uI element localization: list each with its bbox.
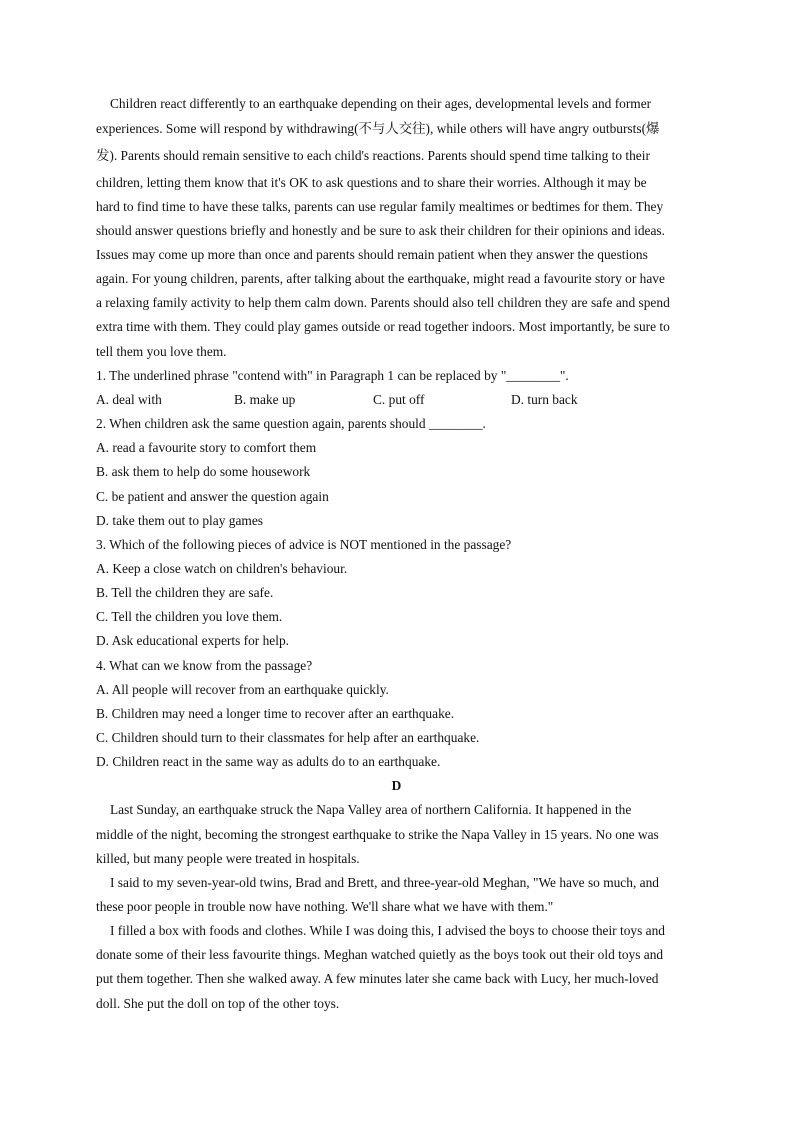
question-stem: 4. What can we know from the passage? (96, 658, 313, 673)
passage-line: I filled a box with foods and clothes. While I was doing this, I advised the boys to choose their toys and (110, 923, 665, 938)
option-b: B. Children may need a longer time to recover after an earthquake. (96, 706, 455, 721)
option-a: A. deal with (96, 392, 162, 407)
question-stem: 1. The underlined phrase "contend with" in Paragraph 1 can be replaced by "________". (96, 368, 569, 383)
option-d: D. Children react in the same way as adults do to an earthquake. (96, 754, 441, 769)
option-d: D. Ask educational experts for help. (96, 633, 289, 648)
passage-line: Children react differently to an earthquake depending on their ages, developmental levels and former (110, 96, 652, 111)
passage-line: Issues may come up more than once and parents should remain patient when they answer the questions (96, 247, 648, 262)
option-d: D. take them out to play games (96, 513, 263, 528)
option-c: C. be patient and answer the question again (96, 489, 329, 504)
option-b: B. make up (234, 392, 296, 407)
passage-line: extra time with them. They could play games outside or read together indoors. Most importantly, be sure to (96, 319, 670, 334)
passage-line: doll. She put the doll on top of the other toys. (96, 996, 340, 1011)
option-a: A. Keep a close watch on children's behaviour. (96, 561, 348, 576)
option-d: D. turn back (511, 392, 578, 407)
passage-line: a relaxing family activity to help them calm down. Parents should also tell children they are safe and spend (96, 295, 670, 310)
option-a: A. read a favourite story to comfort them (96, 440, 317, 455)
passage-line: again. For young children, parents, after talking about the earthquake, might read a favourite story or have (96, 271, 665, 286)
passage-line: tell them you love them. (96, 344, 227, 359)
passage-line: experiences. Some will respond by withdrawing(不与人交往), while others will have angry outbursts(爆 (96, 121, 660, 136)
option-b: B. Tell the children they are safe. (96, 585, 274, 600)
option-a: A. All people will recover from an earthquake quickly. (96, 682, 389, 697)
option-b: B. ask them to help do some housework (96, 464, 311, 479)
section-heading: D (391, 778, 402, 793)
question-stem: 3. Which of the following pieces of advice is NOT mentioned in the passage? (96, 537, 512, 552)
passage-line: killed, but many people were treated in hospitals. (96, 851, 360, 866)
passage-line: 发). Parents should remain sensitive to each child's reactions. Parents should spend time talking to their (96, 148, 650, 163)
option-c: C. Tell the children you love them. (96, 609, 283, 624)
passage-line: children, letting them know that it's OK to ask questions and to share their worries. Although it may be (96, 175, 647, 190)
passage-line: donate some of their less favourite things. Meghan watched quietly as the boys took out their old toys and (96, 947, 664, 962)
option-c: C. put off (373, 392, 425, 407)
passage-line: middle of the night, becoming the strongest earthquake to strike the Napa Valley in 15 years. No one was (96, 827, 659, 842)
question-stem: 2. When children ask the same question again, parents should ________. (96, 416, 486, 431)
option-c: C. Children should turn to their classmates for help after an earthquake. (96, 730, 480, 745)
passage-line: Last Sunday, an earthquake struck the Napa Valley area of northern California. It happened in the (110, 802, 632, 817)
passage-line: should answer questions briefly and honestly and be sure to ask their children for their opinions and ideas. (96, 223, 665, 238)
passage-line: hard to find time to have these talks, parents can use regular family mealtimes or bedtimes for them. They (96, 199, 664, 214)
passage-line: I said to my seven-year-old twins, Brad and Brett, and three-year-old Meghan, "We have so much, and (110, 875, 659, 890)
passage-line: these poor people in trouble now have nothing. We'll share what we have with them." (96, 899, 554, 914)
passage-line: put them together. Then she walked away. A few minutes later she came back with Lucy, her much-loved (96, 971, 659, 986)
